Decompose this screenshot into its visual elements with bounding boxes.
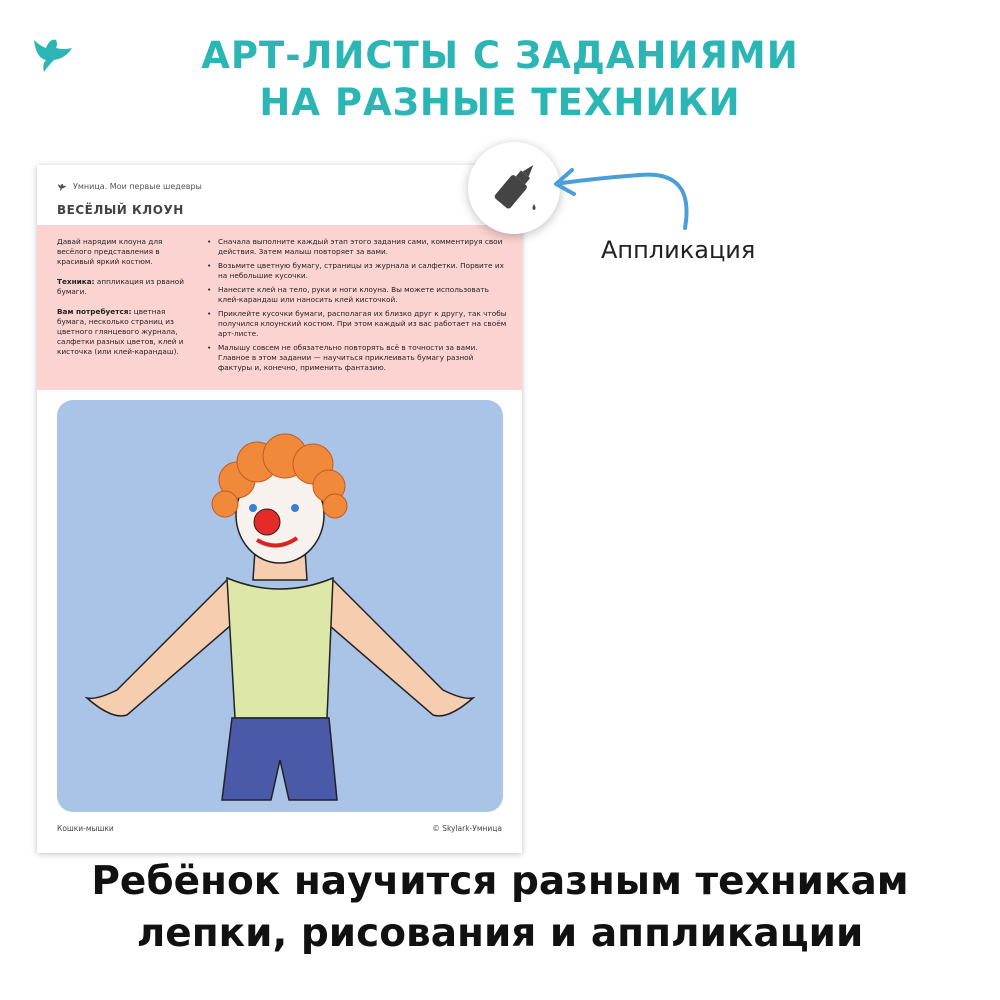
series-name: Умница. Мои первые шедевры xyxy=(57,182,202,191)
curved-arrow-icon xyxy=(540,150,700,240)
instructions-panel xyxy=(37,225,522,390)
step-item: • Возьмите цветную бумагу, страницы из журнала и салфетки. Порвите их на небольшие кусочки. xyxy=(207,261,507,281)
step-item: • Сначала выполните каждый этап этого задания сами, комментируя свои действия. Затем малыш повторяет за вами. xyxy=(207,237,507,257)
clown-illustration xyxy=(57,400,503,812)
technique-label: Аппликация xyxy=(601,236,756,264)
art-sheet xyxy=(37,165,522,853)
page-title: АРТ-ЛИСТЫ С ЗАДАНИЯМИ НА РАЗНЫЕ ТЕХНИКИ xyxy=(201,34,799,124)
technique-text: Техника: аппликация из рваной бумаги. xyxy=(57,277,184,296)
bird-icon xyxy=(57,183,67,191)
bottom-caption: Ребёнок научится разным техникам лепки, рисования и аппликации xyxy=(91,859,909,956)
step-item: • Малышу совсем не обязательно повторять всё в точности за вами. Главное в этом задании — научиться приклеивать бумагу разной фактуры и, конечно, применить фантазию. xyxy=(207,343,507,373)
step-item: • Приклейте кусочки бумаги, располагая их близко друг к другу, так чтобы получился клоунский костюм. При этом каждый из вас работает на своём арт-листе. xyxy=(207,309,507,339)
publisher-left: Кошки-мышки xyxy=(57,824,114,833)
copyright: © Skylark-Умница xyxy=(432,824,502,833)
materials-text: Вам потребуется: цветная бумага, несколько страниц из цветного глянцевого журнала, салфетки разных цветов, клей и кисточка (или клей-карандаш). xyxy=(57,307,184,356)
intro-text: Давай нарядим клоуна для весёлого представления в красивый яркий костюм. xyxy=(57,237,163,266)
steps-list xyxy=(207,237,507,377)
sheet-title: ВЕСЁЛЫЙ КЛОУН xyxy=(57,203,184,217)
step-item: • Нанесите клей на тело, руки и ноги клоуна. Вы можете использовать клей-карандаш или наносить клей кисточкой. xyxy=(207,285,507,305)
